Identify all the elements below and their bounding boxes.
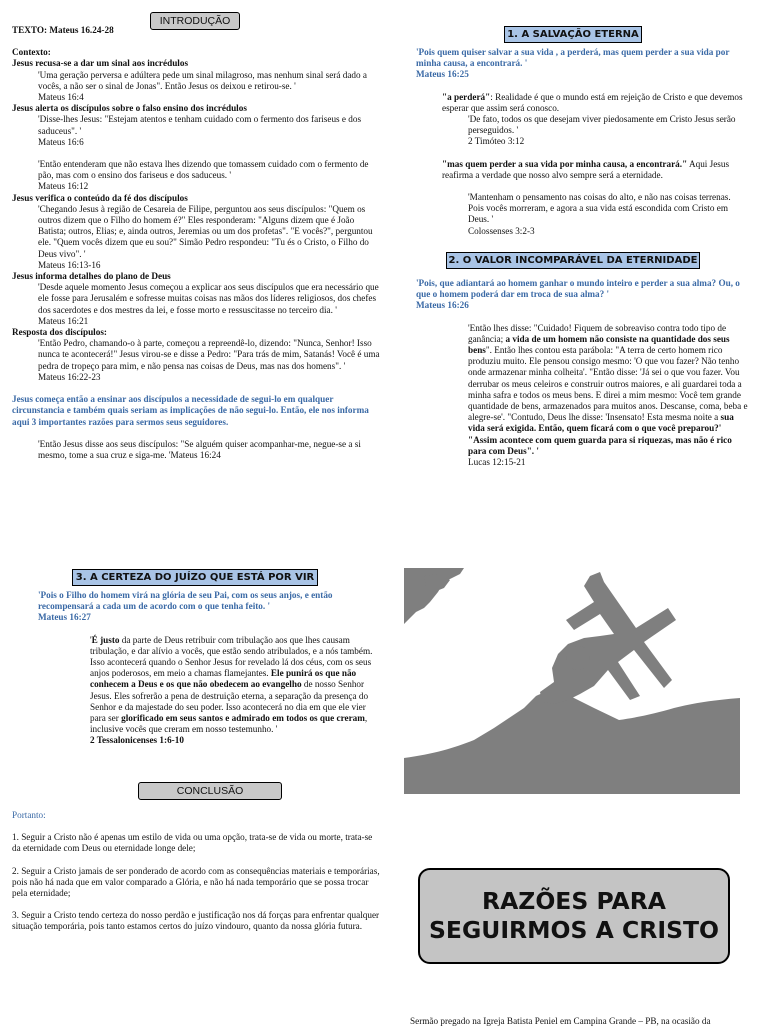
secao2-quote (416, 323, 748, 457)
secao1-ref-2: Colossenses 3:2-3 (468, 225, 535, 236)
cover-footer: Sermão pregado na Igreja Batista Peniel em Campina Grande – PB, na ocasião da (410, 1016, 711, 1026)
secao2-quote-b: a vida de um homem não consiste na quantidade dos seus bens (468, 333, 730, 356)
conclusao-item-3: 3. Seguir a Cristo tendo certeza do nosso perdão e justificação nos dá forças para enfrentar qualquer situação temporária, pois tanto estamos certos do juízo vindouro, quanto da nossa glória futura. (12, 910, 380, 932)
cover-title-line-1: RAZÕES PARA (482, 887, 666, 915)
secao1-para-2 (416, 159, 746, 181)
intro-ref-5: Mateus 16:21 (38, 315, 89, 326)
secao2-header: 2. O VALOR INCOMPARÁVEL DA ETERNIDADE (446, 252, 700, 269)
secao2-verse: 'Pois, que adiantará ao homem ganhar o mundo inteiro e perder a sua alma? Ou, o que o homem poderá dar em troca de sua alma? ' (416, 278, 740, 300)
secao3-header: 3. A CERTEZA DO JUÍZO QUE ESTÁ POR VIR (72, 569, 318, 586)
secao3-quote-a: ' (90, 634, 92, 645)
secao1-section (416, 47, 746, 237)
intro-heading-1: Jesus recusa-se a dar um sinal aos incrédulos (12, 58, 189, 69)
secao2-quote-a: 'Então lhes disse: "Cuidado! Fiquem de sobreaviso contra todo tipo de ganância; (468, 322, 727, 344)
secao2-quote-c: ". Então lhes contou esta parábola: "A terra de certo homem rico produziu muito. Ele pensou consigo mesmo: 'O que vou fazer? Não tenho onde armazenar minha colheita'. "Então disse: 'Já sei o que vou fazer. Vou derrubar os meus celeiros e construir outros maiores, e ali guardarei toda a minha safra e todos os meus bens. E direi a mim mesmo: Você tem grande quantidade de bens, armazenados para muitos anos. Descanse, coma, beba e alegre-se'. "Contudo, Deus lhe disse: 'Insensato! Esta mesma noite a (468, 345, 748, 423)
intro-heading-5: Resposta dos discípulos: (12, 327, 107, 338)
intro-heading-4: Jesus informa detalhes do plano de Deus (12, 271, 171, 282)
jesus-carrying-cross-silhouette-icon (404, 568, 740, 794)
secao1-quote-2: 'Mantenham o pensamento nas coisas do alto, e não nas coisas terrenas. Pois vocês morreram, e agora a sua vida está escondida com Cristo em Deus. ' (468, 192, 731, 225)
introducao-section (12, 25, 380, 461)
secao1-para-2-bold: "mas quem perder a sua vida por minha causa, a encontrará." (442, 158, 688, 169)
introducao-header: INTRODUÇÃO (150, 12, 240, 30)
secao2-section (416, 278, 748, 468)
secao3-verse: 'Pois o Filho do homem virá na glória de seu Pai, com os seus anjos, e então recompensará a cada um de acordo com o que tenha feito. ' (38, 590, 333, 612)
secao3-quote-f: glorificado em seus santos e admirado em todos os que creram (121, 713, 365, 724)
secao2-ref: Mateus 16:26 (416, 300, 469, 311)
intro-ref-4: Mateus 16:13-16 (38, 259, 101, 270)
intro-ref-1: Mateus 16:4 (38, 92, 84, 103)
texto-ref: TEXTO: Mateus 16.24-28 (12, 25, 114, 35)
intro-quote-7: 'Então Jesus disse aos seus discípulos: "Se alguém quiser acompanhar-me, negue-se a si mesmo, tome a sua cruz e siga-me. 'Mateus 16:24 (38, 438, 361, 460)
secao2-quote-d: sua vida será exigida. Então, quem ficará com o que você preparou?' "Assim acontece com quem guarda para si riquezas, mas não é rico para com Deus". ' (468, 412, 734, 456)
secao3-quote-c: da parte de Deus retribuir com tribulação aos que lhes causam tribulação, e dar alívio a vocês, que estão sendo atribulados, e a nós também. Isso acontecerá quando o Senhor Jesus for revelado lá dos céus, com os seus anjos poderosos, em meio a chamas flamejantes. (90, 634, 373, 679)
intro-quote-5: 'Desde aquele momento Jesus começou a explicar aos seus discípulos que era necessário que ele fosse para Jerusalém e sofresse muitas coisas nas mãos dos líderes religiosos, dos chefes dos sacerdotes e dos mestres da lei, e fosse morto e ressuscitasse no terceiro dia. ' (38, 282, 379, 315)
secao3-section (38, 590, 378, 747)
intro-quote-6: 'Então Pedro, chamando-o à parte, começou a repreendê-lo, dizendo: "Nunca, Senhor! Isso nunca te acontecerá!" Jesus virou-se e disse a Pedro: "Para trás de mim, Satanás! Você é uma pedra de tropeço para mim, e não pensa nas coisas de Deus, mas nas dos homens". ' (38, 338, 380, 371)
secao1-verse: 'Pois quem quiser salvar a sua vida , a perderá, mas quem perder a sua vida por minha causa, a encontrará. ' (416, 47, 730, 69)
intro-quote-2: 'Disse-lhes Jesus: "Estejam atentos e tenham cuidado com o fermento dos fariseus e dos saduceus". ' (38, 114, 362, 136)
secao3-quote-e: de nosso Senhor Jesus. Eles sofrerão a pena de destruição eterna, a separação da presença do Senhor e da majestade do seu poder. Isso acontecerá no dia em que ele vier para ser (90, 679, 369, 724)
secao1-para-1-bold: "a perderá" (442, 91, 491, 102)
intro-ref-3: Mateus 16:12 (38, 181, 89, 192)
conclusao-header: CONCLUSÃO (138, 782, 282, 800)
secao1-ref: Mateus 16:25 (416, 69, 469, 80)
intro-heading-3: Jesus verifica o conteúdo da fé dos discípulos (12, 192, 188, 203)
intro-ref-6: Mateus 16:22-23 (38, 371, 101, 382)
conclusao-item-2: 2. Seguir a Cristo jamais de ser ponderado de acordo com as consequências materiais e temporárias, pois não há nada que em valor comparado a Glória, e não há nada temporário que se possa trocar pela eternidade; (12, 865, 380, 899)
conclusao-section (12, 810, 380, 933)
secao1-para-1-text: : Realidade é que o mundo está em rejeição de Cristo e que devemos esperar que assim será conosco. (442, 91, 743, 113)
secao3-quote-d: Ele punirá os que não conhecem a Deus e os que não obedecem ao evangelho (90, 668, 357, 690)
intro-ref-2: Mateus 16:6 (38, 136, 84, 147)
cover-title-line-2: SEGUIRMOS A CRISTO (428, 916, 720, 944)
secao3-ref-2: 2 Tessalonicenses 1:6-10 (90, 735, 184, 746)
intro-heading-2: Jesus alerta os discípulos sobre o falso ensino dos incrédulos (12, 103, 247, 114)
secao1-ref-1: 2 Timóteo 3:12 (468, 136, 525, 147)
secao3-quote-b: É justo (91, 634, 120, 645)
intro-quote-1: 'Uma geração perversa e adúltera pede um sinal milagroso, mas nenhum sinal será dado a vocês, a não ser o sinal de Jonas". Então Jesus os deixou e retirou-se. ' (38, 69, 367, 91)
cover-title-box (418, 868, 730, 964)
secao2-ref-2: Lucas 12:15-21 (468, 457, 526, 468)
secao1-quote-1: 'De fato, todos os que desejam viver piedosamente em Cristo Jesus serão perseguidos. ' (468, 114, 736, 136)
intro-quote-3: 'Então entenderam que não estava lhes dizendo que tomassem cuidado com o fermento de pão, mas com o ensino dos fariseus e dos saduceus. ' (38, 159, 369, 181)
secao3-ref: Mateus 16:27 (38, 612, 91, 623)
conclusao-item-1: 1. Seguir a Cristo não é apenas um estilo de vida ou uma opção, trata-se de vida ou morte, trata-se da eternidade com Deus ou eternidade longe dele; (12, 832, 373, 854)
secao3-quote (38, 635, 378, 736)
secao1-para-1 (416, 92, 746, 114)
intro-summary: Jesus começa então a ensinar aos discípulos a necessidade de segui-lo em qualquer circunstancia e também quais seriam as implicações de não segui-lo. Então, ele nos informa aqui 3 importantes razões para sermos seus seguidores. (12, 394, 369, 427)
contexto-label: Contexto: (12, 47, 51, 58)
conclusao-portanto: Portanto: (12, 810, 46, 820)
secao1-para-2-text: Aqui Jesus reafirma a verdade que nosso alvo sempre será a eternidade. (442, 158, 730, 180)
secao1-header: 1. A SALVAÇÃO ETERNA (504, 26, 642, 43)
secao3-quote-g: , inclusive vocês que creram em nosso testemunho. ' (90, 713, 368, 735)
intro-quote-4: 'Chegando Jesus à região de Cesareia de Filipe, perguntou aos seus discípulos: "Quem os outros dizem que o Filho do homem é?" Eles responderam: "Alguns dizem que é João Batista; outros, Elias; e, ainda outros, Jeremias ou um dos profetas". "E vocês?", perguntou ele. "Quem vocês dizem que eu sou?" Simão Pedro respondeu: "Tu és o Cristo, o Filho do Deus vivo". ' (38, 203, 373, 259)
